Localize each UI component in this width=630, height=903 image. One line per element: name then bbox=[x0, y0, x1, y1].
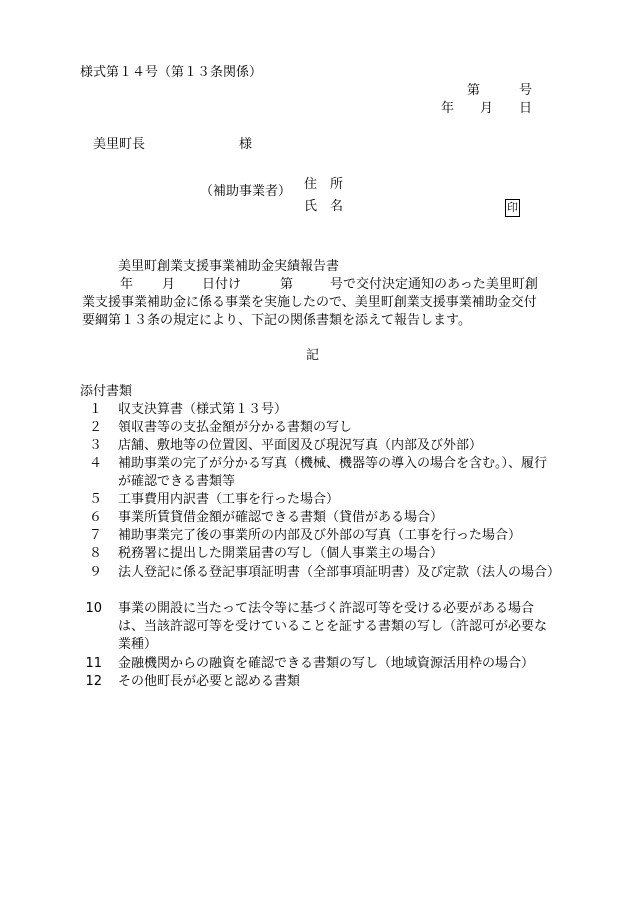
body-month: 月 bbox=[162, 277, 176, 292]
applicant-role: （補助事業者） bbox=[200, 184, 292, 199]
body-line-3: 要綱第１３条の規定により、下記の関係書類を添えて報告します。 bbox=[82, 313, 471, 328]
attachment-text: 補助事業完了後の事業所の内部及び外部の写真（工事を行った場合） bbox=[118, 528, 522, 543]
attachment-number: 10 bbox=[85, 601, 102, 616]
body-day: 日付け bbox=[202, 277, 242, 292]
addressee-name: 美里町長 bbox=[93, 137, 146, 152]
attachment-number: ３ bbox=[88, 438, 102, 453]
form-label: 様式第１４号（第１３条関係） bbox=[80, 65, 263, 80]
attachment-text: 店舗、敷地等の位置図、平面図及び現況写真（内部及び外部） bbox=[118, 438, 483, 453]
attachment-text: 金融機関からの融資を確認できる書類の写し（地域資源活用枠の場合） bbox=[118, 656, 535, 671]
ki-heading: 記 bbox=[306, 348, 320, 363]
attachments-heading: 添付書類 bbox=[80, 384, 133, 399]
attachment-text: 事業所賃貸借金額が確認できる書類（貸借がある場合） bbox=[118, 510, 444, 525]
attachment-number: ６ bbox=[88, 510, 102, 525]
attachment-text: 工事費用内訳書（工事を行った場合） bbox=[118, 492, 340, 507]
attachment-number: ８ bbox=[88, 546, 102, 561]
attachment-text: 補助事業の完了が分かる写真（機械、機器等の導入の場合を含む。）、履行が確認できる書類等 bbox=[118, 456, 548, 489]
attachment-number: ５ bbox=[88, 492, 102, 507]
attachment-number: 12 bbox=[85, 674, 102, 689]
doc-date-year: 年 bbox=[441, 101, 455, 116]
attachment-text: 法人登記に係る登記事項証明書（全部事項証明書）及び定款（法人の場合） bbox=[118, 565, 561, 580]
attachment-number: １ bbox=[88, 402, 102, 417]
doc-date-month: 月 bbox=[480, 101, 494, 116]
body-year: 年 bbox=[120, 277, 134, 292]
applicant-name-label: 氏 名 bbox=[304, 199, 344, 214]
document-title: 美里町創業支援事業補助金実績報告書 bbox=[118, 259, 340, 274]
doc-date-day: 日 bbox=[519, 101, 533, 116]
body-number-dai: 第 bbox=[280, 277, 294, 292]
body-line-1-rest: 号で交付決定通知のあった美里町創 bbox=[330, 277, 538, 292]
attachment-text: 収支決算書（様式第１３号） bbox=[118, 402, 288, 417]
attachment-text: 領収書等の支払金額が分かる書類の写し bbox=[118, 420, 353, 435]
body-line-2: 業支援事業補助金に係る事業を実施したので、美里町創業支援事業補助金交付 bbox=[82, 295, 537, 310]
attachment-text: 事業の開設に当たって法令等に基づく許認可等を受ける必要がある場合は、当該許認可等を受けていることを証する書類の写し（許認可が必要な業種） bbox=[118, 601, 548, 652]
attachment-text: その他町長が必要と認める書類 bbox=[118, 674, 301, 689]
attachment-number: ４ bbox=[88, 456, 102, 471]
attachment-number: ９ bbox=[88, 565, 102, 580]
attachment-number: ２ bbox=[88, 420, 102, 435]
attachment-number: 11 bbox=[85, 656, 102, 671]
seal-stamp: 印 bbox=[505, 199, 520, 217]
attachment-number: ７ bbox=[88, 528, 102, 543]
doc-number-go: 号 bbox=[519, 83, 533, 98]
addressee-honorific: 様 bbox=[239, 137, 253, 152]
attachment-text: 税務署に提出した開業届書の写し（個人事業主の場合） bbox=[118, 546, 444, 561]
applicant-address-label: 住 所 bbox=[304, 177, 344, 192]
doc-number-dai: 第 bbox=[467, 83, 481, 98]
